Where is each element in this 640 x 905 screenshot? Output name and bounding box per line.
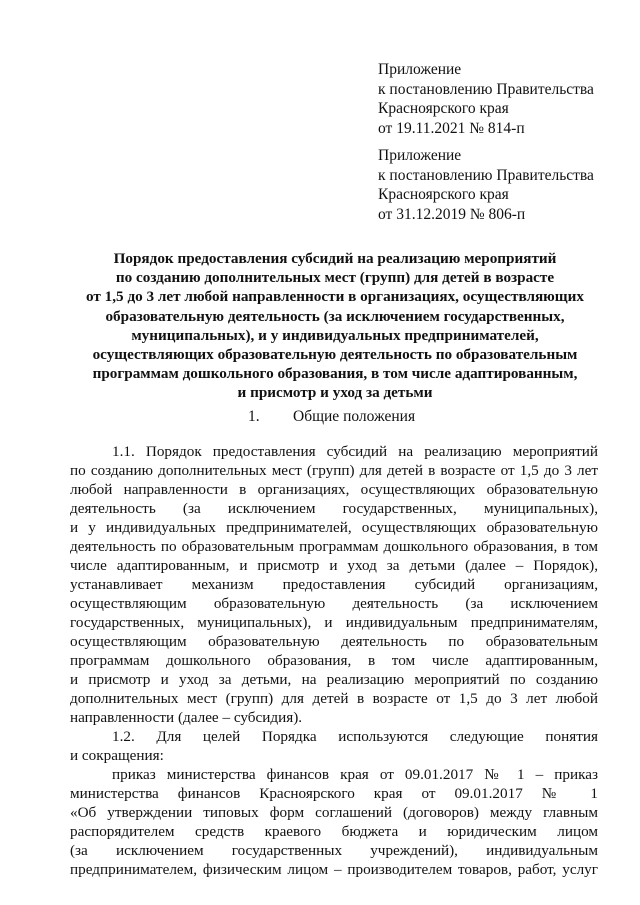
paragraph-line: распорядителем средств краевого бюджета и юридическим лицом <box>70 823 598 840</box>
paragraph-line: числе адаптированным, и присмотр и уход за детьми (далее – Порядок), <box>70 557 598 574</box>
paragraph-line: министерства финансов Красноярского края от 09.01.2017 № 1 <box>70 785 598 802</box>
paragraph-line: предпринимателем, физическим лицом – производителем товаров, работ, услуг <box>70 861 598 878</box>
appendix-date-number: от 31.12.2019 № 806-п <box>378 205 526 223</box>
paragraph-line: и сокращения: <box>70 747 164 764</box>
paragraph-line: устанавливает механизм предоставления субсидий организациям, <box>70 576 598 593</box>
title-line: муниципальных), и у индивидуальных предпринимателей, <box>131 326 539 344</box>
title-line: осуществляющих образовательную деятельность по образовательным <box>92 346 578 364</box>
paragraph-line: 1.1. Порядок предоставления субсидий на реализацию мероприятий <box>112 443 598 460</box>
appendix-date-number: от 19.11.2021 № 814-п <box>378 119 525 137</box>
paragraph-line: дополнительных мест (групп) для детей в возрасте от 1,5 до 3 лет любой <box>70 690 598 707</box>
paragraph-line: и присмотр и уход за детьми, на реализацию мероприятий по созданию <box>70 671 598 688</box>
title-line: Порядок предоставления субсидий на реализацию мероприятий <box>113 250 557 267</box>
paragraph-line: осуществляющим образовательную деятельность (за исключением <box>70 595 598 612</box>
paragraph-line: осуществляющим образовательную деятельность по образовательным <box>70 633 598 650</box>
paragraph-line: любой направленности в организациях, осуществляющих образовательную <box>70 481 598 498</box>
appendix-label: Приложение <box>378 61 462 78</box>
document-body <box>70 443 598 880</box>
section-number: 1. <box>248 408 260 425</box>
paragraph-line: по созданию дополнительных мест (групп) для детей в возрасте от 1,5 до 3 лет <box>70 462 598 479</box>
title-line: по созданию дополнительных мест (групп) для детей в возрасте <box>115 269 555 287</box>
title-line: и присмотр и уход за детьми <box>237 384 433 402</box>
document-title <box>40 249 630 403</box>
section-heading <box>248 408 478 427</box>
paragraph-line: государственных, муниципальных), и индивидуальным предпринимателям, <box>70 614 598 631</box>
paragraph-line: «Об утверждении типовых форм соглашений (договоров) между главным <box>70 804 598 821</box>
paragraph-line: и у индивидуальных предпринимателей, осуществляющих образовательную <box>70 519 598 536</box>
appendix-previous <box>378 146 623 224</box>
appendix-resolution: к постановлению Правительства <box>378 80 594 98</box>
paragraph-line: деятельность по образовательным программам дошкольного образования, в том <box>70 538 598 555</box>
title-line: образовательную деятельность (за исключением государственных, <box>105 307 565 325</box>
paragraph-line: направленности (далее – субсидия). <box>70 709 303 726</box>
paragraph-line: деятельность (за исключением государственных, муниципальных), <box>70 500 598 517</box>
paragraph-line: приказ министерства финансов края от 09.01.2017 № 1 – приказ <box>112 766 598 783</box>
title-line: программам дошкольного образования, в том числе адаптированным, <box>92 365 578 383</box>
appendix-current <box>378 60 623 138</box>
paragraph-line: (за исключением государственных учреждений), индивидуальным <box>70 842 598 859</box>
title-line: от 1,5 до 3 лет любой направленности в организациях, осуществляющих <box>86 288 584 306</box>
paragraph-line: 1.2. Для целей Порядка используются следующие понятия <box>112 728 598 745</box>
section-title: Общие положения <box>293 408 416 425</box>
appendix-region: Красноярского края <box>378 100 509 117</box>
appendix-resolution: к постановлению Правительства <box>378 166 594 184</box>
paragraph-line: программам дошкольного образования, в том числе адаптированным, <box>70 652 598 669</box>
appendix-label: Приложение <box>378 147 462 164</box>
appendix-region: Красноярского края <box>378 186 509 203</box>
